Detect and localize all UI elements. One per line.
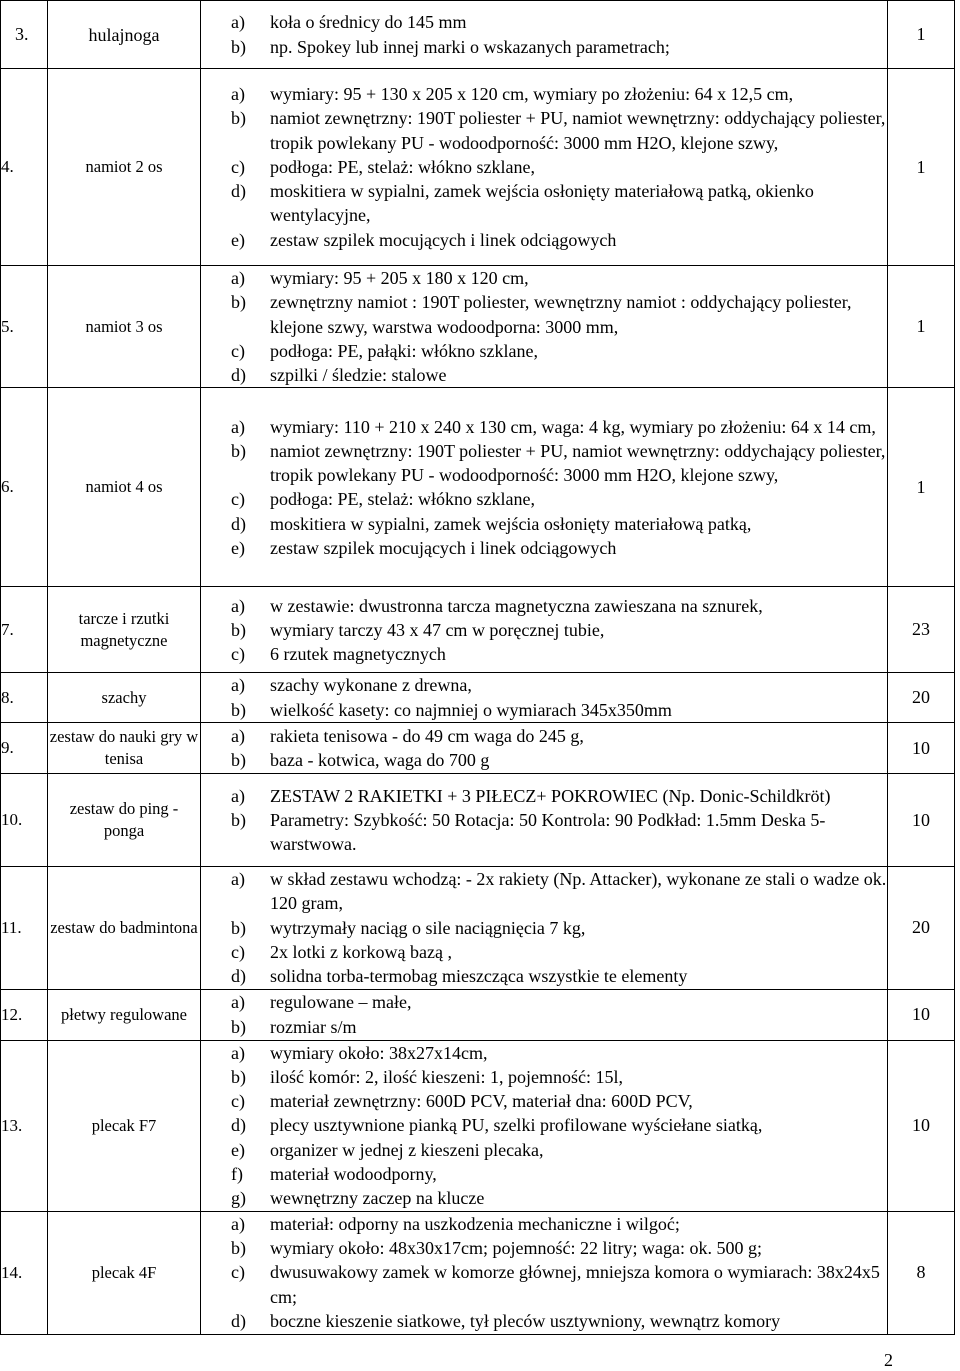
list-marker: a) — [231, 268, 245, 288]
spec-list-item — [201, 698, 887, 722]
page-number: 2 — [884, 1350, 893, 1370]
list-marker: a) — [231, 83, 245, 104]
spec-list-item — [201, 155, 887, 179]
list-marker: f) — [231, 1164, 243, 1185]
item-number: 13. — [1, 1040, 48, 1211]
spec-text: namiot zewnętrzny: 190T poliester + PU, namiot wewnętrzny: oddychający poliester, tropik powlekany PU - wodoodporność: 3000 mm H2O, klejone szwy, — [270, 440, 886, 486]
spec-list-item — [201, 673, 887, 697]
spec-list-item — [201, 724, 887, 748]
list-marker: a) — [231, 869, 245, 890]
spec-text: namiot zewnętrzny: 190T poliester + PU, namiot wewnętrzny: oddychający poliester, tropik powlekany PU - wodoodporność: 3000 mm H2O, klejone szwy, — [270, 108, 886, 153]
item-name: hulajnoga — [48, 1, 201, 69]
item-description — [201, 1, 888, 69]
spec-list — [201, 415, 887, 561]
spec-list-item — [201, 1089, 887, 1113]
spec-text: podłoga: PE, stelaż: włókno szklane, — [270, 489, 535, 510]
table-row — [1, 388, 955, 587]
list-marker: d) — [231, 1311, 246, 1332]
list-marker: c) — [231, 644, 245, 665]
item-quantity: 20 — [888, 673, 955, 723]
spec-text: zestaw szpilek mocujących i linek odciągowych — [270, 229, 617, 250]
list-marker: a) — [231, 416, 245, 437]
spec-list-item — [201, 179, 887, 228]
table-row — [1, 723, 955, 774]
table-row — [1, 989, 955, 1040]
spec-text: wytrzymały naciąg o sile naciągnięcia 7 kg, — [270, 917, 586, 938]
spec-text: plecy usztywnione pianką PU, szelki profilowane wyściełane siatką, — [270, 1115, 763, 1136]
item-name: namiot 3 os — [48, 266, 201, 388]
spec-list-item — [201, 1065, 887, 1089]
spec-list — [201, 990, 887, 1039]
table-row — [1, 867, 955, 989]
item-quantity: 10 — [888, 774, 955, 867]
spec-text: wymiary około: 38x27x14cm, — [270, 1042, 488, 1063]
spec-list-item — [201, 439, 887, 488]
table-row — [1, 1040, 955, 1211]
list-marker: c) — [231, 156, 245, 177]
spec-text: np. Spokey lub innej marki o wskazanych parametrach; — [270, 36, 670, 57]
list-marker: b) — [231, 292, 246, 313]
spec-text: boczne kieszenie siatkowe, tył pleców usztywniony, wewnątrz komory — [270, 1311, 781, 1332]
spec-list — [201, 82, 887, 252]
list-marker: d) — [231, 365, 246, 386]
table-row — [1, 1211, 955, 1334]
spec-list-item — [201, 290, 887, 339]
spec-text: wymiary około: 48x30x17cm; pojemność: 22 litry; waga: ok. 500 g; — [270, 1238, 762, 1259]
spec-list-item — [201, 808, 887, 857]
item-name: tarcze i rzutki magnetyczne — [48, 587, 201, 673]
list-marker: a) — [231, 1042, 245, 1063]
item-description — [201, 989, 888, 1040]
item-number: 5. — [1, 266, 48, 388]
table-row — [1, 673, 955, 723]
list-marker: e) — [231, 1139, 245, 1160]
item-description — [201, 69, 888, 266]
spec-list — [201, 1212, 887, 1333]
item-number: 10. — [1, 774, 48, 867]
list-marker: b) — [231, 750, 246, 771]
spec-text: baza - kotwica, waga do 700 g — [270, 750, 490, 771]
item-name: plecak F7 — [48, 1040, 201, 1211]
spec-text: rakieta tenisowa - do 49 cm waga do 245 g, — [270, 725, 584, 746]
spec-text: w zestawie: dwustronna tarcza magnetyczna zawieszana na sznurek, — [270, 595, 763, 616]
list-marker: b) — [231, 108, 246, 129]
item-description — [201, 388, 888, 587]
spec-text: wymiary: 110 + 210 x 240 x 130 cm, waga: 4 kg, wymiary po złożeniu: 64 x 14 cm, — [270, 416, 876, 437]
spec-list — [201, 724, 887, 773]
item-description — [201, 266, 888, 388]
spec-text: wewnętrzny zaczep na klucze — [270, 1188, 485, 1209]
spec-text: w skład zestawu wchodzą: - 2x rakiety (Np. Attacker), wykonane ze stali o wadze ok. 120 gram, — [270, 869, 887, 914]
spec-text: materiał zewnętrzny: 600D PCV, materiał dna: 600D PCV, — [270, 1091, 693, 1112]
item-number: 3. — [1, 1, 48, 69]
item-quantity: 10 — [888, 723, 955, 774]
spec-text: moskitiera w sypialni, zamek wejścia osłonięty materiałową patką, — [270, 513, 752, 534]
spec-list-item — [201, 990, 887, 1014]
spec-list — [201, 266, 887, 387]
item-number: 14. — [1, 1211, 48, 1334]
list-marker: b) — [231, 1066, 246, 1087]
list-marker: b) — [231, 1016, 246, 1037]
spec-text: ZESTAW 2 RAKIETKI + 3 PIŁECZ+ POKROWIEC (Np. Donic-Schildkröt) — [270, 785, 831, 806]
spec-text: wielkość kasety: co najmniej o wymiarach 345x350mm — [270, 699, 672, 720]
spec-list-item — [201, 35, 887, 59]
spec-text: materiał: odporny na uszkodzenia mechaniczne i wilgoć; — [270, 1213, 680, 1234]
spec-list-item — [201, 1162, 887, 1186]
item-number: 8. — [1, 673, 48, 723]
list-marker: c) — [231, 941, 245, 962]
spec-text: wymiary: 95 + 205 x 180 x 120 cm, — [270, 268, 529, 288]
list-marker: c) — [231, 489, 245, 510]
spec-text: zewnętrzny namiot : 190T poliester, wewnętrzny namiot : oddychający poliester, klejone szwy, warstwa wodoodporna: 3000 mm, — [270, 292, 852, 337]
spec-list — [201, 784, 887, 857]
spec-list-item — [201, 1041, 887, 1065]
list-marker: d) — [231, 1115, 246, 1136]
table-row — [1, 266, 955, 388]
spec-list-item — [201, 1236, 887, 1260]
spec-text: szachy wykonane z drewna, — [270, 675, 472, 696]
item-description — [201, 1211, 888, 1334]
spec-list-item — [201, 106, 887, 155]
list-marker: a) — [231, 725, 245, 746]
spec-list-item — [201, 339, 887, 363]
spec-text: 2x lotki z korkową bazą , — [270, 941, 452, 962]
item-quantity: 20 — [888, 867, 955, 989]
spec-list-item — [201, 916, 887, 940]
list-marker: c) — [231, 340, 245, 361]
item-quantity: 1 — [888, 388, 955, 587]
spec-list-item — [201, 10, 887, 34]
spec-text: dwusuwakowy zamek w komorze głównej, mniejsza komora o wymiarach: 38x24x5 cm; — [270, 1262, 880, 1307]
spec-list-item — [201, 1015, 887, 1039]
list-marker: b) — [231, 917, 246, 938]
item-name: zestaw do nauki gry w tenisa — [48, 723, 201, 774]
item-quantity: 10 — [888, 989, 955, 1040]
list-marker: c) — [231, 1262, 245, 1283]
spec-text: materiał wodoodporny, — [270, 1164, 437, 1185]
table-row — [1, 1, 955, 69]
item-name: płetwy regulowane — [48, 989, 201, 1040]
spec-text: Parametry: Szybkość: 50 Rotacja: 50 Kontrola: 90 Podkład: 1.5mm Deska 5-warstwowa. — [270, 809, 826, 855]
spec-list-item — [201, 363, 887, 387]
list-marker: g) — [231, 1188, 246, 1209]
spec-text: wymiary tarczy 43 x 47 cm w poręcznej tubie, — [270, 619, 605, 640]
list-marker: e) — [231, 229, 245, 250]
spec-list — [201, 10, 887, 59]
list-marker: a) — [231, 785, 245, 806]
spec-list-item — [201, 594, 887, 618]
spec-text: wymiary: 95 + 130 x 205 x 120 cm, wymiary po złożeniu: 64 x 12,5 cm, — [270, 83, 794, 104]
spec-text: 6 rzutek magnetycznych — [270, 644, 446, 665]
spec-list-item — [201, 1186, 887, 1210]
list-marker: a) — [231, 1213, 245, 1234]
item-description — [201, 774, 888, 867]
list-marker: b) — [231, 809, 246, 830]
spec-list-item — [201, 1113, 887, 1137]
spec-list-item — [201, 784, 887, 808]
list-marker: b) — [231, 36, 246, 57]
table-row — [1, 587, 955, 673]
item-name: namiot 2 os — [48, 69, 201, 266]
item-number: 12. — [1, 989, 48, 1040]
spec-list-item — [201, 964, 887, 988]
spec-text: koła o średnicy do 145 mm — [270, 12, 467, 33]
spec-list-item — [201, 266, 887, 290]
item-quantity: 1 — [888, 1, 955, 69]
list-marker: d) — [231, 181, 246, 202]
spec-list-item — [201, 512, 887, 536]
item-name: zestaw do badmintona — [48, 867, 201, 989]
spec-text: moskitiera w sypialni, zamek wejścia osłonięty materiałową patką, okienko wentylacyjne, — [270, 181, 814, 226]
spec-list-item — [201, 1260, 887, 1309]
spec-text: organizer w jednej z kieszeni plecaka, — [270, 1139, 544, 1160]
table-row — [1, 69, 955, 266]
list-marker: a) — [231, 595, 245, 616]
spec-text: podłoga: PE, pałąki: włókno szklane, — [270, 340, 538, 361]
item-description — [201, 723, 888, 774]
list-marker: e) — [231, 538, 245, 559]
spec-list-item — [201, 618, 887, 642]
item-name: szachy — [48, 673, 201, 723]
item-description — [201, 587, 888, 673]
item-number: 6. — [1, 388, 48, 587]
spec-list-item — [201, 1212, 887, 1236]
item-quantity: 23 — [888, 587, 955, 673]
spec-text: rozmiar s/m — [270, 1016, 357, 1037]
item-number: 7. — [1, 587, 48, 673]
spec-list-item — [201, 1309, 887, 1333]
spec-list-item — [201, 487, 887, 511]
spec-list — [201, 594, 887, 667]
item-quantity: 1 — [888, 69, 955, 266]
spec-list — [201, 1041, 887, 1211]
list-marker: b) — [231, 1238, 246, 1259]
list-marker: b) — [231, 699, 246, 720]
item-description — [201, 1040, 888, 1211]
list-marker: a) — [231, 12, 245, 33]
spec-text: podłoga: PE, stelaż: włókno szklane, — [270, 156, 535, 177]
item-quantity: 1 — [888, 266, 955, 388]
list-marker: a) — [231, 675, 245, 696]
list-marker: b) — [231, 440, 246, 461]
spec-text: solidna torba-termobag mieszcząca wszystkie te elementy — [270, 966, 688, 987]
spec-text: zestaw szpilek mocujących i linek odciągowych — [270, 538, 617, 559]
specification-table-body — [1, 1, 955, 1335]
list-marker: b) — [231, 619, 246, 640]
spec-list-item — [201, 940, 887, 964]
item-quantity: 8 — [888, 1211, 955, 1334]
spec-text: ilość komór: 2, ilość kieszeni: 1, pojemność: 15l, — [270, 1066, 623, 1087]
spec-list-item — [201, 536, 887, 560]
spec-list-item — [201, 867, 887, 916]
item-description — [201, 867, 888, 989]
spec-text: szpilki / śledzie: stalowe — [270, 365, 447, 386]
spec-list-item — [201, 748, 887, 772]
item-name: namiot 4 os — [48, 388, 201, 587]
list-marker: c) — [231, 1091, 245, 1112]
item-name: zestaw do ping - ponga — [48, 774, 201, 867]
list-marker: d) — [231, 513, 246, 534]
list-marker: d) — [231, 966, 246, 987]
spec-list-item — [201, 415, 887, 439]
spec-list-item — [201, 642, 887, 666]
item-number: 11. — [1, 867, 48, 989]
spec-list — [201, 867, 887, 988]
item-description — [201, 673, 888, 723]
spec-list — [201, 673, 887, 722]
spec-list-item — [201, 82, 887, 106]
list-marker: a) — [231, 992, 245, 1013]
item-quantity: 10 — [888, 1040, 955, 1211]
item-number: 4. — [1, 69, 48, 266]
spec-text: regulowane – małe, — [270, 992, 412, 1013]
spec-list-item — [201, 228, 887, 252]
table-row — [1, 774, 955, 867]
item-number: 9. — [1, 723, 48, 774]
item-name: plecak 4F — [48, 1211, 201, 1334]
spec-list-item — [201, 1138, 887, 1162]
